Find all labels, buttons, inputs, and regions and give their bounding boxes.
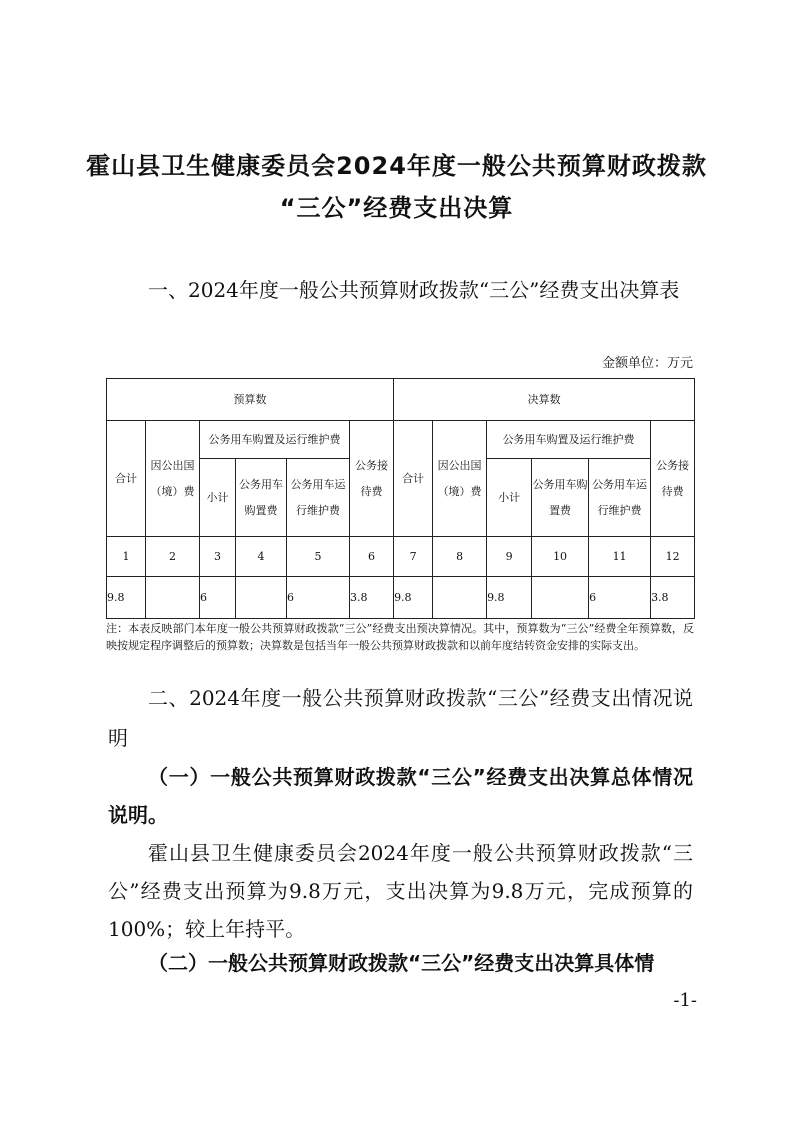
col-purchase: 公务用车购置费	[532, 459, 589, 537]
col-reception: 公务接待费	[651, 421, 695, 537]
value-cell	[146, 577, 200, 619]
value-cell: 6	[200, 577, 236, 619]
paragraph-summary: 霍山县卫生健康委员会2024年度一般公共预算财政拨款“三公”经费支出预算为9.8万元，支出决算为9.8万元，完成预算的100%；较上年持平。	[108, 841, 693, 941]
three-public-expenses-table	[106, 378, 695, 619]
unit-label: 金额单位：万元	[601, 356, 693, 371]
column-number: 12	[651, 537, 695, 577]
subsection1-heading: （一）一般公共预算财政拨款“三公”经费支出决算总体情况说明。	[108, 765, 693, 827]
column-number: 6	[350, 537, 394, 577]
col-subtotal: 小计	[487, 459, 532, 537]
col-subtotal: 小计	[200, 459, 236, 537]
column-number: 10	[532, 537, 589, 577]
column-number: 8	[433, 537, 487, 577]
col-travel: 因公出国（境）费	[146, 421, 200, 537]
col-total: 合计	[107, 421, 146, 537]
column-number: 3	[200, 537, 236, 577]
value-cell: 9.8	[394, 577, 433, 619]
column-number: 9	[487, 537, 532, 577]
value-cell: 9.8	[487, 577, 532, 619]
column-number: 4	[236, 537, 287, 577]
column-number: 7	[394, 537, 433, 577]
subsection2-heading: （二）一般公共预算财政拨款“三公”经费支出决算具体情	[148, 951, 655, 975]
value-cell: 3.8	[350, 577, 394, 619]
value-cell: 6	[589, 577, 651, 619]
col-operation: 公务用车运行维护费	[589, 459, 651, 537]
column-number: 1	[107, 537, 146, 577]
section1-heading: 一、2024年度一般公共预算财政拨款“三公”经费支出决算表	[148, 278, 680, 302]
budget-header: 预算数	[107, 379, 394, 421]
col-total: 合计	[394, 421, 433, 537]
value-cell: 6	[287, 577, 350, 619]
value-cell: 9.8	[107, 577, 146, 619]
document-title-line2: “三公”经费支出决算	[279, 194, 514, 222]
col-vehicle-group: 公务用车购置及运行维护费	[200, 421, 350, 459]
final-header: 决算数	[394, 379, 695, 421]
col-operation: 公务用车运行维护费	[287, 459, 350, 537]
col-travel: 因公出国（境）费	[433, 421, 487, 537]
column-number: 11	[589, 537, 651, 577]
section2-heading: 二、2024年度一般公共预算财政拨款“三公”经费支出情况说明	[108, 686, 693, 750]
value-cell	[236, 577, 287, 619]
value-cell	[532, 577, 589, 619]
table-note: 注：本表反映部门本年度一般公共预算财政拨款“三公”经费支出预决算情况。其中，预算数为“三公”经费全年预算数，反映按规定程序调整后的预算数；决算数是包括当年一般公共预算财政拨款和以前年度结转资金安排的实际支出。	[106, 622, 694, 652]
value-cell	[433, 577, 487, 619]
document-title-line1: 霍山县卫生健康委员会2024年度一般公共预算财政拨款	[86, 152, 707, 180]
value-cell: 3.8	[651, 577, 695, 619]
col-vehicle-group: 公务用车购置及运行维护费	[487, 421, 651, 459]
col-purchase: 公务用车购置费	[236, 459, 287, 537]
column-number: 2	[146, 537, 200, 577]
column-number: 5	[287, 537, 350, 577]
page-number: -1-	[673, 990, 697, 1011]
col-reception: 公务接待费	[350, 421, 394, 537]
